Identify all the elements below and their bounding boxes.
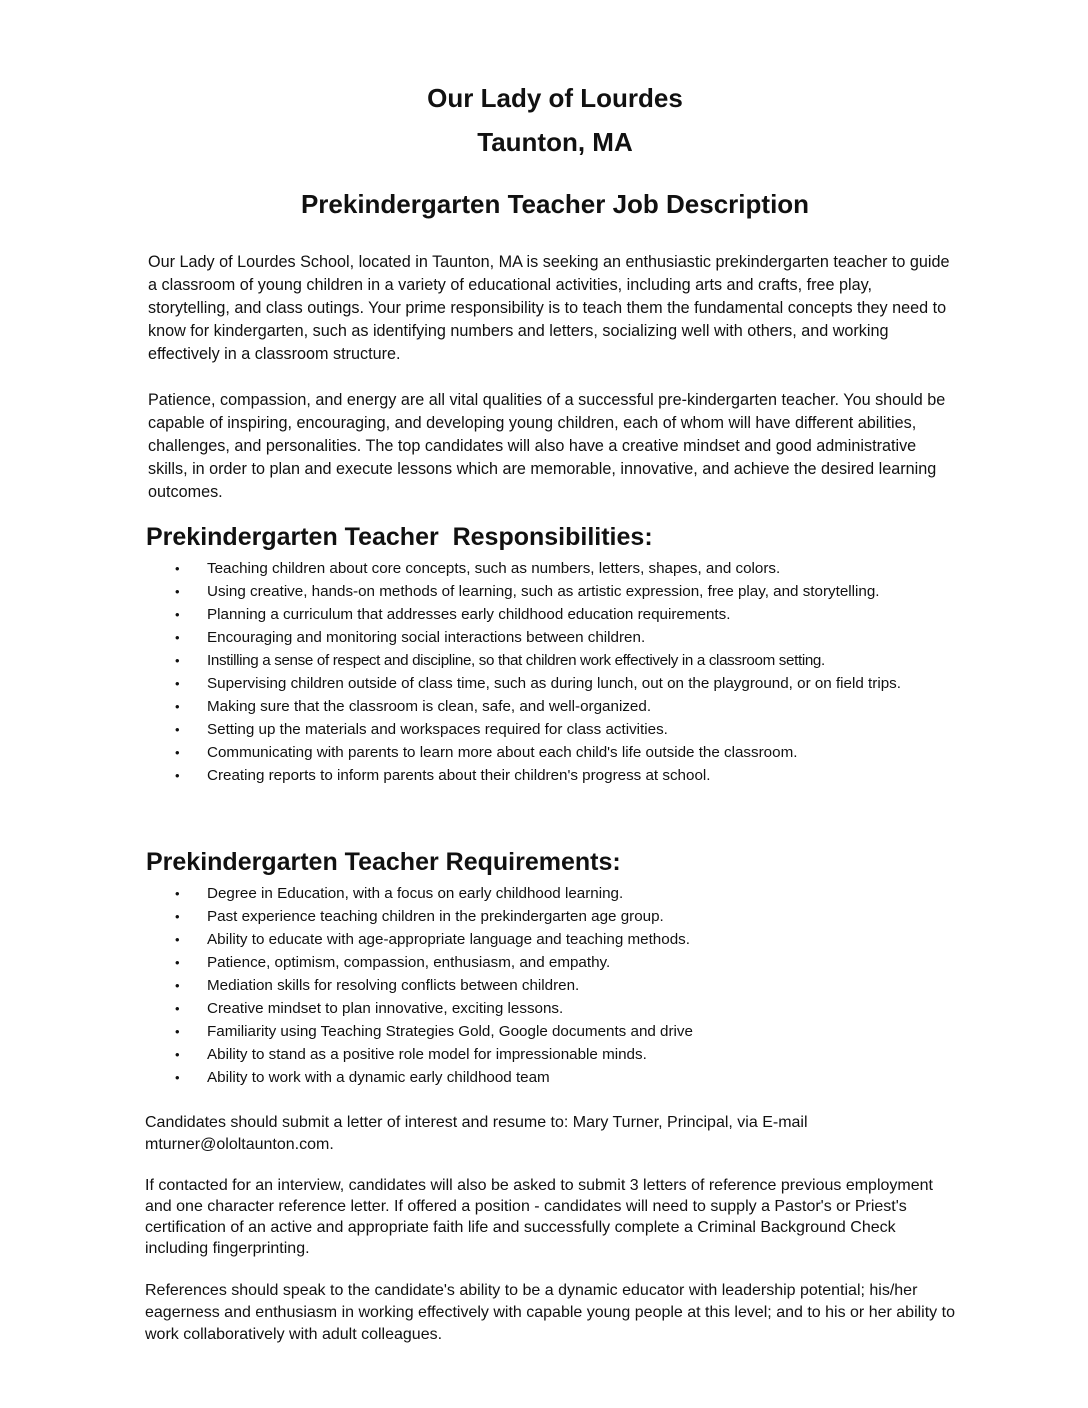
list-item: • Supervising children outside of class time, such as during lunch, out on the playground, or on field trips. [172,672,937,695]
requirements-heading: Prekindergarten Teacher Requirements: [146,848,621,876]
references-paragraph: References should speak to the candidate's ability to be a dynamic educator with leadership potential; his/her eagerness and enthusiasm in working effectively with capable young people at this level; and to his or her ability to work collaboratively with adult colleagues. [145,1282,955,1343]
list-item: • Instilling a sense of respect and discipline, so that children work effectively in a classroom setting. [172,649,972,672]
list-item: • Familiarity using Teaching Strategies Gold, Google documents and drive [172,1020,972,1043]
submission-instructions: Candidates should submit a letter of interest and resume to: Mary Turner, Principal, via E-mail mturner@ololtaunton.com. [145,1114,808,1153]
list-item: • Degree in Education, with a focus on early childhood learning. [172,882,972,905]
list-item: • Setting up the materials and workspaces required for class activities. [172,718,972,741]
list-item: • Patience, optimism, compassion, enthusiasm, and empathy. [172,951,972,974]
document-title: Prekindergarten Teacher Job Description [300,189,810,219]
list-item: • Mediation skills for resolving conflicts between children. [172,974,972,997]
list-item: • Planning a curriculum that addresses early childhood education requirements. [172,603,972,626]
list-item: • Ability to stand as a positive role model for impressionable minds. [172,1043,972,1066]
list-item: • Creative mindset to plan innovative, exciting lessons. [172,997,972,1020]
list-item: • Making sure that the classroom is clean, safe, and well-organized. [172,695,972,718]
list-item: • Encouraging and monitoring social interactions between children. [172,626,972,649]
list-item: • Teaching children about core concepts, such as numbers, letters, shapes, and colors. [172,557,972,580]
responsibilities-heading: Prekindergarten Teacher Responsibilities: [146,523,653,551]
list-item: • Creating reports to inform parents about their children's progress at school. [172,764,972,787]
list-item: • Past experience teaching children in the prekindergarten age group. [172,905,972,928]
school-name: Our Lady of Lourdes [427,83,683,113]
list-item: • Communicating with parents to learn more about each child's life outside the classroom. [172,741,972,764]
list-item: • Using creative, hands-on methods of learning, such as artistic expression, free play, and storytelling. [172,580,897,603]
responsibilities-list [172,557,972,787]
qualities-paragraph: Patience, compassion, and energy are all vital qualities of a successful pre-kindergarten teacher. You should be capable of inspiring, encouraging, and developing young children, each of whom will have different abilities, challenges, and personalities. The top candidates will also have a creative mindset and good administrative skills, in order to plan and execute lessons which are memorable, innovative, and achieve the desired learning outcomes. [148,391,946,501]
requirements-list [172,882,972,1089]
intro-paragraph: Our Lady of Lourdes School, located in Taunton, MA is seeking an enthusiastic prekindergarten teacher to guide a classroom of young children in a variety of educational activities, including arts and crafts, free play, storytelling, and class outings. Your prime responsibility is to teach them the fundamental concepts they need to know for kindergarten, such as identifying numbers and letters, socializing well with others, and working effectively in a classroom structure. [148,253,950,363]
list-item: • Ability to work with a dynamic early childhood team [172,1066,972,1089]
school-location: Taunton, MA [477,127,633,157]
list-item: • Ability to educate with age-appropriate language and teaching methods. [172,928,972,951]
interview-requirements: If contacted for an interview, candidates will also be asked to submit 3 letters of reference previous employment and one character reference letter. If offered a position - candidates will need to supply a Pastor's or Priest's certification of an active and appropriate faith life and successfully complete a Criminal Background Check including fingerprinting. [145,1177,933,1257]
